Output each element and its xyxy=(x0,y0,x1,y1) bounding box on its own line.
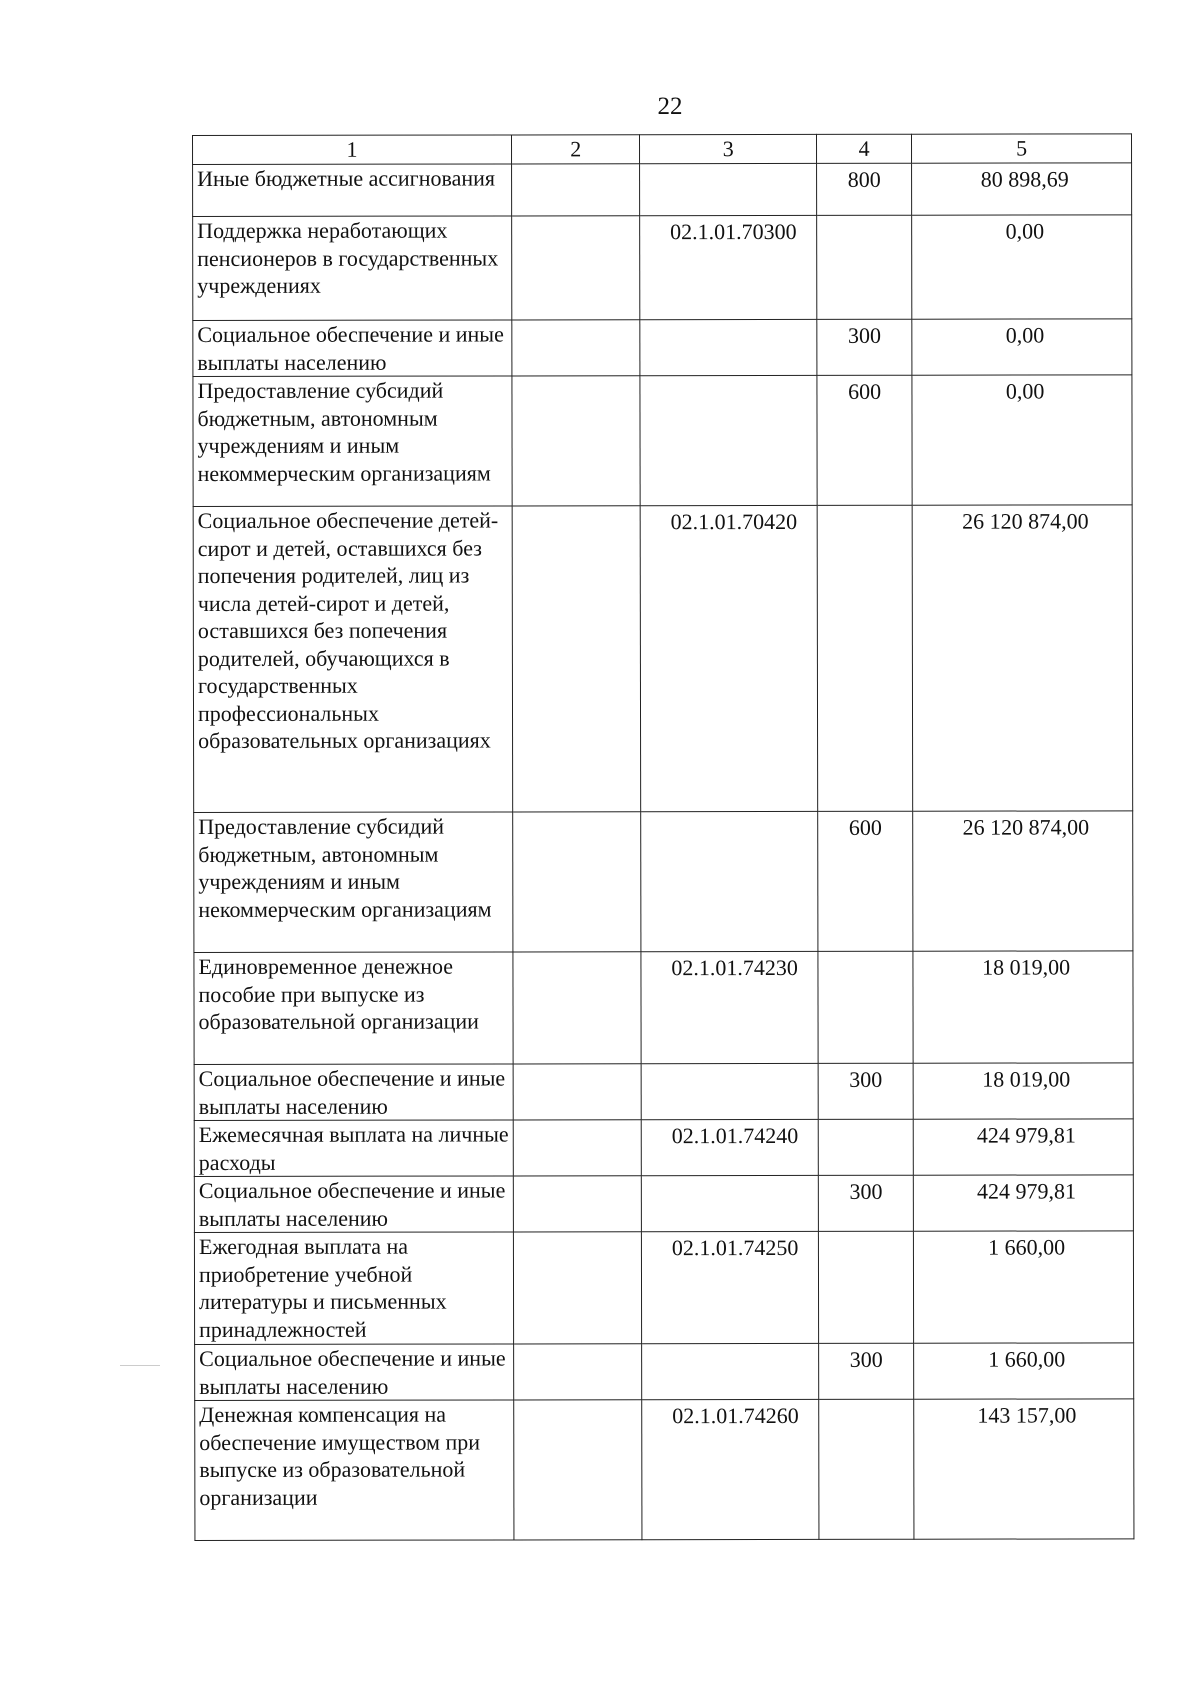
row-type: 300 xyxy=(818,1063,913,1119)
row-code xyxy=(640,163,817,215)
row-name: Социальное обеспечение и иные выплаты населению xyxy=(194,1176,513,1233)
row-col2 xyxy=(512,164,640,216)
row-amount: 26 120 874,00 xyxy=(913,811,1133,951)
row-type: 800 xyxy=(817,163,912,215)
row-type: 600 xyxy=(817,375,913,505)
row-name: Ежемесячная выплата на личные расходы xyxy=(194,1120,513,1177)
row-code xyxy=(641,811,818,951)
row-name: Социальное обеспечение детей-сирот и детей, оставшихся без попечения родителей, лиц из числа детей-сирот и детей, оставшихся без попечения родителей, обучающихся в государственных профессиональных образовательных организациях xyxy=(193,506,513,813)
table-row xyxy=(195,1399,1134,1541)
row-name: Денежная компенсация на обеспечение имуществом при выпуске из образовательной организации xyxy=(195,1400,514,1541)
page-number: 22 xyxy=(657,93,683,120)
row-code xyxy=(642,1175,819,1231)
row-amount: 424 979,81 xyxy=(914,1175,1134,1231)
row-type xyxy=(818,951,913,1063)
row-col2 xyxy=(512,376,641,506)
row-type: 300 xyxy=(818,1175,913,1231)
row-name: Предоставление субсидий бюджетным, автономным учреждениям и иным некоммерческим организациям xyxy=(194,812,513,953)
table-body xyxy=(193,163,1134,1541)
header-col-1: 1 xyxy=(193,135,512,165)
row-col2 xyxy=(514,1344,643,1400)
table-row xyxy=(194,1175,1133,1233)
row-amount: 80 898,69 xyxy=(912,163,1132,215)
row-amount: 0,00 xyxy=(912,319,1132,375)
row-type xyxy=(817,505,913,811)
row-code xyxy=(640,319,817,375)
table-row xyxy=(193,375,1132,507)
row-name: Ежегодная выплата на приобретение учебной литературы и письменных принадлежностей xyxy=(194,1232,513,1345)
table-row xyxy=(194,1119,1133,1177)
header-row xyxy=(193,134,1132,165)
row-code xyxy=(640,375,817,505)
row-type: 600 xyxy=(818,811,914,951)
row-code xyxy=(642,1063,819,1119)
row-name: Поддержка неработающих пенсионеров в государственных учреждениях xyxy=(193,216,512,321)
header-col-4: 4 xyxy=(816,134,911,163)
scan-artifact xyxy=(120,1365,160,1366)
row-amount: 18 019,00 xyxy=(913,951,1133,1063)
table-row xyxy=(194,1063,1133,1121)
header-col-3: 3 xyxy=(640,134,817,163)
row-col2 xyxy=(513,812,642,952)
table-row xyxy=(195,1343,1134,1401)
row-col2 xyxy=(512,320,641,376)
row-code xyxy=(642,1343,819,1399)
row-code: 02.1.01.70300 xyxy=(640,215,817,319)
row-amount: 26 120 874,00 xyxy=(912,505,1132,811)
row-type: 300 xyxy=(819,1343,914,1399)
row-code: 02.1.01.74260 xyxy=(642,1399,819,1539)
table-row xyxy=(194,811,1133,953)
row-amount: 424 979,81 xyxy=(914,1119,1134,1175)
row-col2 xyxy=(513,1064,642,1120)
row-amount: 1 660,00 xyxy=(914,1231,1134,1343)
row-type: 300 xyxy=(817,319,912,375)
row-col2 xyxy=(513,952,642,1064)
row-name: Социальное обеспечение и иные выплаты населению xyxy=(195,1344,514,1401)
row-code: 02.1.01.74230 xyxy=(641,951,818,1063)
table-row xyxy=(193,163,1132,217)
row-name: Социальное обеспечение и иные выплаты населению xyxy=(193,320,512,377)
row-name: Единовременное денежное пособие при выпуске из образовательной организации xyxy=(194,952,513,1065)
row-name: Социальное обеспечение и иные выплаты населению xyxy=(194,1064,513,1121)
row-col2 xyxy=(512,216,641,320)
row-amount: 143 157,00 xyxy=(914,1399,1134,1539)
row-amount: 1 660,00 xyxy=(914,1343,1134,1399)
row-col2 xyxy=(514,1400,643,1540)
table-row xyxy=(194,951,1133,1065)
row-col2 xyxy=(513,1232,642,1344)
row-amount: 18 019,00 xyxy=(913,1063,1133,1119)
budget-table xyxy=(192,133,1134,1541)
header-col-2: 2 xyxy=(512,135,640,164)
table-row xyxy=(194,1231,1133,1345)
row-code: 02.1.01.70420 xyxy=(641,505,818,811)
row-type xyxy=(819,1399,915,1539)
table-header xyxy=(193,134,1132,165)
header-col-5: 5 xyxy=(912,134,1132,163)
table-row xyxy=(193,505,1133,813)
row-col2 xyxy=(513,1176,642,1232)
row-type xyxy=(817,215,912,319)
row-amount: 0,00 xyxy=(912,215,1132,319)
row-code: 02.1.01.74240 xyxy=(642,1119,819,1175)
row-name: Предоставление субсидий бюджетным, автономным учреждениям и иным некоммерческим организациям xyxy=(193,376,512,507)
row-col2 xyxy=(512,506,641,812)
table-row xyxy=(193,319,1132,377)
row-type xyxy=(818,1231,913,1343)
row-col2 xyxy=(513,1120,642,1176)
row-type xyxy=(818,1119,913,1175)
row-amount: 0,00 xyxy=(912,375,1132,505)
table-row xyxy=(193,215,1132,321)
row-code: 02.1.01.74250 xyxy=(642,1231,819,1343)
row-name: Иные бюджетные ассигнования xyxy=(193,164,512,217)
